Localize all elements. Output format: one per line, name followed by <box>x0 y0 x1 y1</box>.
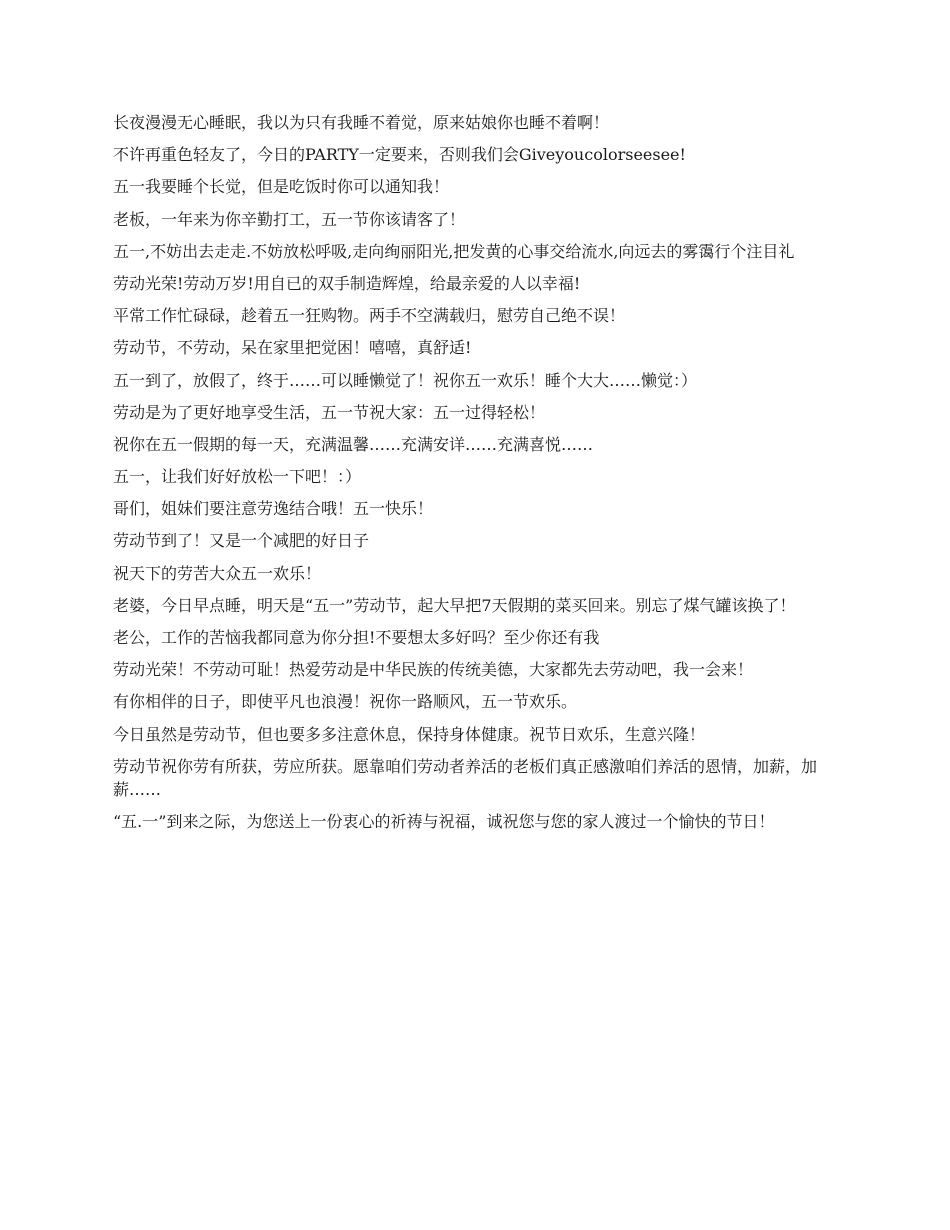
paragraph: 老公，工作的苦恼我都同意为你分担!不要想太多好吗？至少你还有我 <box>113 628 600 647</box>
paragraph: 五一，让我们好好放松一下吧！：） <box>113 467 362 487</box>
paragraph: 老婆，今日早点睡，明天是“五一”劳动节，起大早把7天假期的菜买回来。别忘了煤气罐该换了！ <box>113 595 796 615</box>
paragraph: 今日虽然是劳动节，但也要多多注意休息，保持身体健康。祝节日欢乐，生意兴隆！ <box>113 724 706 744</box>
paragraph: 劳动光荣!劳动万岁!用自已的双手制造辉煌，给最亲爱的人以幸福! <box>113 273 581 293</box>
paragraph: 祝天下的劳苦大众五一欢乐！ <box>113 563 322 583</box>
paragraph: 长夜漫漫无心睡眠，我以为只有我睡不着觉，原来姑娘你也睡不着啊！ <box>113 113 610 132</box>
paragraph: 劳动是为了更好地享受生活，五一节祝大家：五一过得轻松！ <box>113 402 546 422</box>
paragraph: 劳动节祝你劳有所获，劳应所获。愿靠咱们劳动者养活的老板们真正感激咱们养活的恩情，加薪，加薪…… <box>113 756 818 799</box>
document-body <box>113 111 837 842</box>
paragraph: “五.一”到来之际，为您送上一份衷心的祈祷与祝福，诚祝您与您的家人渡过一个愉快的节日！ <box>113 811 775 831</box>
paragraph: 劳动光荣！不劳动可耻！热爱劳动是中华民族的传统美德，大家都先去劳动吧，我一会来！ <box>113 660 754 680</box>
paragraph: 五一到了，放假了，终于……可以睡懒觉了！祝你五一欢乐！睡个大大……懒觉：） <box>113 370 698 390</box>
paragraph: 五一,不妨出去走走.不妨放松呼吸,走向绚丽阳光,把发黄的心事交给流水,向远去的雾霭行个注目礼 <box>113 241 795 261</box>
paragraph: 有你相伴的日子，即使平凡也浪漫！祝你一路顺风，五一节欢乐。 <box>113 692 578 712</box>
paragraph: 劳动节，不劳动，呆在家里把觉困！嘻嘻，真舒适! <box>113 338 472 358</box>
paragraph: 平常工作忙碌碌，趁着五一狂购物。两手不空满载归，慰劳自己绝不误！ <box>113 306 626 326</box>
paragraph: 祝你在五一假期的每一天，充满温馨……充满安详……充满喜悦…… <box>113 434 594 454</box>
paragraph: 哥们，姐妹们要注意劳逸结合哦！五一快乐！ <box>113 499 434 519</box>
paragraph: 劳动节到了！又是一个减肥的好日子 <box>113 531 370 551</box>
paragraph: 不许再重色轻友了，今日的PARTY一定要来，否则我们会Giveyoucolorseesee! <box>113 145 686 165</box>
paragraph: 五一我要睡个长觉，但是吃饭时你可以通知我！ <box>113 177 450 197</box>
paragraph: 老板，一年来为你辛勤打工，五一节你该请客了！ <box>113 209 466 229</box>
